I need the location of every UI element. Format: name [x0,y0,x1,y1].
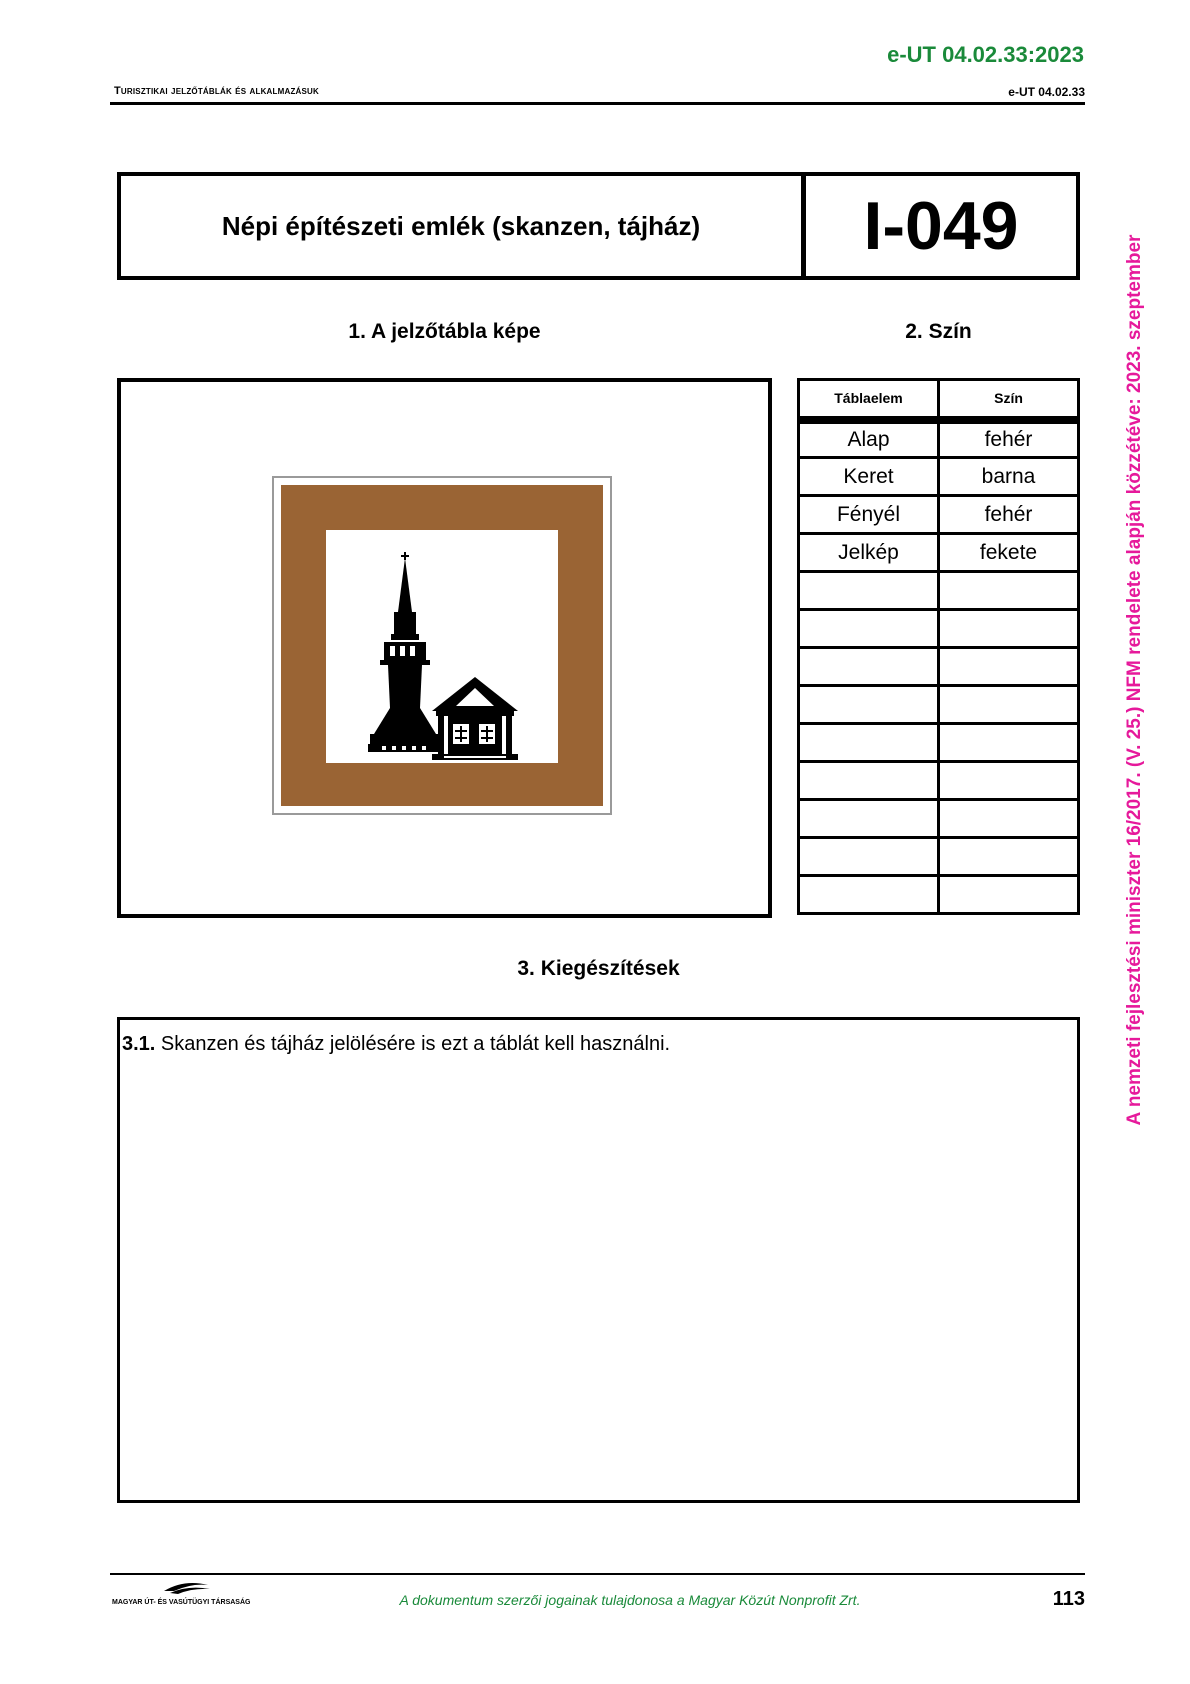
supplements-box [117,1017,1080,1503]
element-cell [799,610,939,648]
color-cell: barna [939,458,1079,496]
table-row [799,800,1079,838]
section-heading-sign-image: 1. A jelzőtábla képe [348,320,541,343]
color-cell [939,648,1079,686]
table-row [799,420,1079,458]
color-cell [939,686,1079,724]
document-code: e-UT 04.02.33:2023 [887,42,1084,67]
supplement-item-text: Skanzen és tájház jelölésére is ezt a táblát kell használni. [155,1033,671,1055]
element-cell: Fényél [799,496,939,534]
element-cell: Keret [799,458,939,496]
page-number: 113 [1052,1588,1085,1610]
color-cell [939,762,1079,800]
color-cell: fehér [939,420,1079,458]
color-cell [939,610,1079,648]
element-cell: Alap [799,420,939,458]
section-heading-color: 2. Szín [905,320,972,343]
publication-note: A nemzeti fejlesztési miniszter 16/2017. (V. 25.) NFM rendelete alapján közzétéve: 2023. szeptember [1124,234,1145,1126]
sign-code: I-049 [863,188,1019,264]
color-table-header-element: Táblaelem [799,380,939,420]
color-cell [939,876,1079,914]
element-cell [799,648,939,686]
header-divider [110,102,1085,105]
table-row [799,610,1079,648]
element-cell [799,572,939,610]
table-row [799,724,1079,762]
element-cell: Jelkép [799,534,939,572]
title-box [117,172,1080,280]
table-row [799,648,1079,686]
sign-name: Népi építészeti emlék (skanzen, tájház) [121,176,806,276]
element-cell [799,686,939,724]
table-row [799,572,1079,610]
table-row [799,534,1079,572]
table-row [799,876,1079,914]
table-row [799,458,1079,496]
table-row [799,686,1079,724]
footer-copyright: A dokumentum szerzői jogainak tulajdonosa a Magyar Közút Nonprofit Zrt. [399,1592,861,1608]
element-cell [799,800,939,838]
color-cell [939,724,1079,762]
element-cell [799,724,939,762]
color-cell [939,572,1079,610]
table-row [799,762,1079,800]
color-cell [939,800,1079,838]
folk-architecture-sign [272,476,612,815]
color-cell [939,838,1079,876]
supplement-item-number: 3.1. [122,1033,156,1055]
society-logo [112,1577,262,1609]
element-cell [799,876,939,914]
color-table [797,378,1080,915]
footer-divider [110,1573,1085,1575]
logo-text: MAGYAR ÚT- ÉS VASÚTÜGYI TÁRSASÁG [112,1599,251,1606]
table-row [799,496,1079,534]
section-heading-supplements: 3. Kiegészítések [517,957,680,980]
supplement-item [122,1033,670,1056]
header-title: Turisztikai jelzőtáblák és alkalmazásuk [114,85,320,97]
table-row [799,838,1079,876]
element-cell [799,762,939,800]
element-cell [799,838,939,876]
color-cell: fekete [939,534,1079,572]
color-cell: fehér [939,496,1079,534]
header-code: e-UT 04.02.33 [1008,85,1085,99]
color-table-header-color: Szín [939,380,1079,420]
